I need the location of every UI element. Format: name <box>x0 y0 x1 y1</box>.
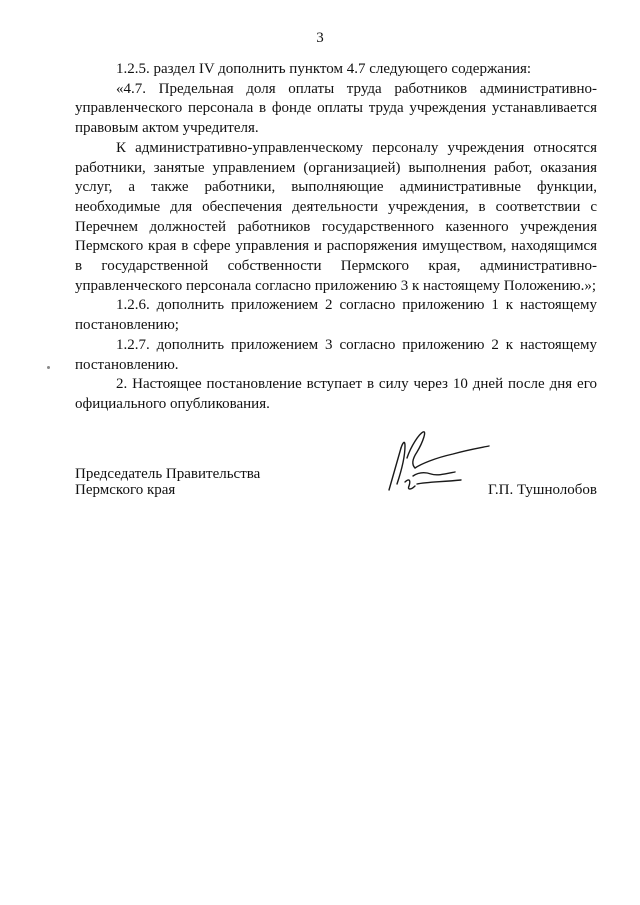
paragraph-4-7: «4.7. Предельная доля оплаты труда работников административно-управленческого персонала в фонде оплаты труда учреждения устанавливается правовым актом учредителя. <box>75 80 597 137</box>
paragraph-1-2-5: 1.2.5. раздел IV дополнить пунктом 4.7 следующего содержания: <box>116 61 532 77</box>
paragraph-1-2-6: 1.2.6. дополнить приложением 2 согласно приложению 1 к настоящему постановлению; <box>75 297 597 334</box>
signatory-title-line2: Пермского края <box>75 482 176 498</box>
signatory-title-line1: Председатель Правительства <box>75 466 261 482</box>
paragraph-admin-staff: К административно-управленческому персоналу учреждения относятся работники, занятые управлением (организацией) выполнения работ, оказания услуг, а также работники, выполняющие административные функции, необходимые для обеспечения деятельности учреждения, в соответствии с Перечнем должностей работников государственного казенного учреждения Пермского края в сфере управления и распоряжения имуществом, находящимся в государственной собственности Пермского края, административно-управленческого персонала согласно приложению 3 к настоящему Положению.»; <box>75 139 597 294</box>
page-number: 3 <box>316 30 324 46</box>
handwritten-signature <box>375 428 495 498</box>
signatory-name: Г.П. Тушнолобов <box>487 482 597 498</box>
signatory-title <box>75 466 260 498</box>
margin-dot <box>47 366 50 369</box>
paragraph-2-effective-date: 2. Настоящее постановление вступает в силу через 10 дней после дня его официального опубликования. <box>75 376 597 412</box>
paragraph-1-2-7: 1.2.7. дополнить приложением 3 согласно приложению 2 к настоящему постановлению. <box>75 336 597 373</box>
signature-block <box>75 458 597 518</box>
document-body <box>75 60 597 415</box>
